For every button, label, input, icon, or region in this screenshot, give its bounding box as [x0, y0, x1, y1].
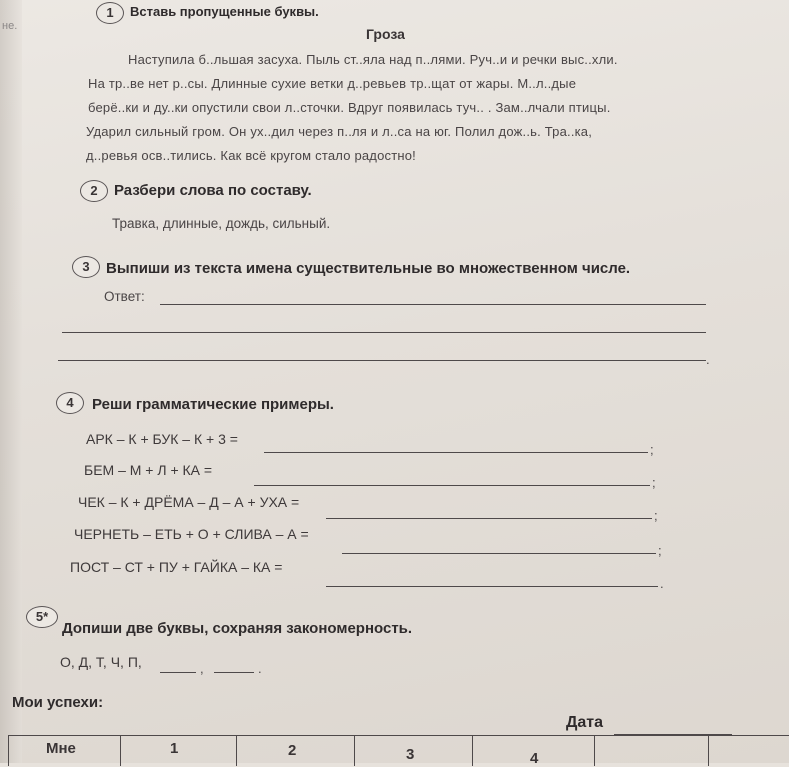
- column-1: 1: [170, 740, 179, 757]
- story-line-3: берё..ки и ду..ки опустили свои л..сточки. Вдруг появилась туч.. . Зам..лчали птицы.: [88, 100, 611, 115]
- task-1-instruction: Вставь пропущенные буквы.: [130, 4, 319, 19]
- task-5-end: .: [258, 661, 262, 676]
- story-line-5: д..ревья осв..тились. Как всё кругом стало радостно!: [86, 148, 416, 163]
- table-border: [472, 736, 473, 766]
- example-2-end: ;: [652, 475, 656, 490]
- example-2: БЕМ – М + Л + КА =: [84, 462, 213, 478]
- task-2-instruction: Разбери слова по составу.: [114, 182, 312, 199]
- task-5-instruction: Допиши две буквы, сохраняя закономерность.: [62, 620, 413, 637]
- answer-line-2[interactable]: [62, 332, 706, 333]
- table-border: [236, 736, 237, 766]
- story-line-2: На тр..ве нет р..сы. Длинные сухие ветки д..ревьев тр..щат от жары. М..л..дые: [88, 76, 577, 91]
- example-5-answer-line[interactable]: [326, 586, 658, 587]
- example-5-end: .: [660, 576, 664, 591]
- task-3-instruction: Выпиши из текста имена существительные во множественном числе.: [106, 260, 631, 277]
- answer-line-1[interactable]: [160, 304, 706, 305]
- margin-fragment: не.: [2, 20, 18, 32]
- date-label: Дата: [566, 714, 604, 731]
- success-table: [8, 735, 789, 766]
- example-2-answer-line[interactable]: [254, 485, 650, 486]
- task-5-blank-2[interactable]: [214, 672, 254, 673]
- task-4-instruction: Реши грамматические примеры.: [92, 396, 334, 413]
- task-2-words: Травка, длинные, дождь, сильный.: [112, 216, 331, 231]
- task-4-badge: 4: [56, 392, 84, 414]
- example-5: ПОСТ – СТ + ПУ + ГАЙКА – КА =: [70, 559, 283, 575]
- task-2-badge: 2: [80, 180, 108, 202]
- task-5-blank-1[interactable]: [160, 672, 196, 673]
- page-binding-shadow: [0, 0, 22, 763]
- answer-end-dot: .: [706, 352, 710, 367]
- example-1: АРК – К + БУК – К + 3 =: [86, 431, 238, 447]
- column-2: 2: [288, 742, 297, 759]
- example-3: ЧЕК – К + ДРЁМА – Д – А + УХА =: [78, 494, 300, 510]
- column-4: 4: [530, 750, 539, 767]
- success-title: Мои успехи:: [12, 694, 104, 711]
- table-border: [594, 736, 595, 766]
- answer-line-3[interactable]: [58, 360, 706, 361]
- example-1-end: ;: [650, 442, 654, 457]
- story-line-1: Наступила б..льшая засуха. Пыль ст..яла над п..лями. Руч..и и речки выс..хли.: [128, 52, 618, 67]
- table-border: [354, 736, 355, 766]
- example-1-answer-line[interactable]: [264, 452, 648, 453]
- task-3-badge: 3: [72, 256, 100, 278]
- column-3: 3: [406, 746, 415, 763]
- example-3-end: ;: [654, 508, 658, 523]
- row-label-mne: Мне: [46, 740, 76, 757]
- answer-label: Ответ:: [104, 289, 145, 304]
- example-4-answer-line[interactable]: [342, 553, 656, 554]
- story-line-4: Ударил сильный гром. Он ух..дил через п..ля и л..са на юг. Полил дож..ь. Тра..ка,: [86, 124, 593, 139]
- table-border: [708, 736, 709, 766]
- table-border: [8, 736, 9, 766]
- task-5-sequence: О, Д, Т, Ч, П,: [60, 654, 142, 670]
- table-border: [120, 736, 121, 766]
- example-4-end: ;: [658, 543, 662, 558]
- example-4: ЧЕРНЕТЬ – ЕТЬ + О + СЛИВА – А =: [74, 526, 309, 542]
- example-3-answer-line[interactable]: [326, 518, 652, 519]
- task-5-sep: ,: [200, 661, 204, 676]
- task-1-badge: 1: [96, 2, 124, 24]
- story-title: Гроза: [366, 26, 405, 42]
- task-5-badge: 5*: [26, 606, 58, 628]
